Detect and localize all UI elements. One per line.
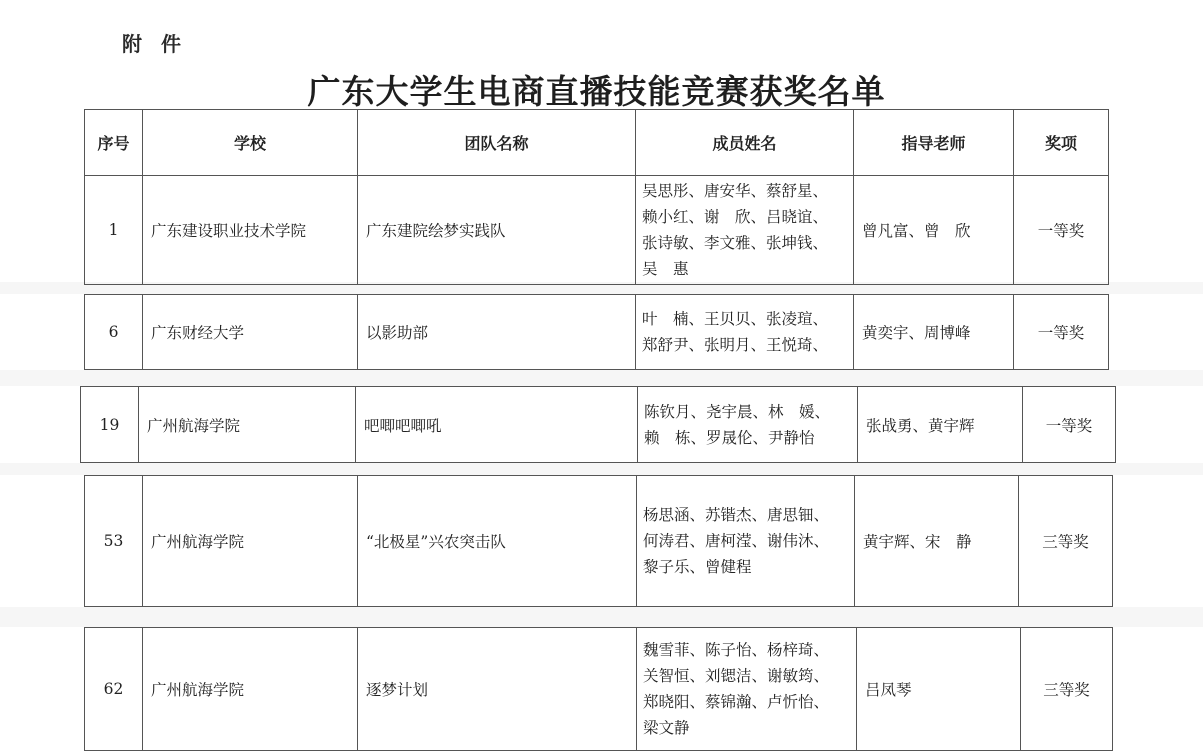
- cell-advisor: 曾凡富、曾 欣: [854, 176, 1014, 285]
- table-row: [85, 295, 1109, 370]
- member-line: 张诗敏、李文雅、张坤钱、: [642, 234, 829, 252]
- member-line: 郑舒尹、张明月、王悦琦、: [642, 336, 829, 354]
- member-line: 关智恒、刘锶洁、谢敏筠、: [643, 667, 830, 685]
- member-line: 魏雪菲、陈子怡、杨梓琦、: [643, 641, 830, 659]
- cell-team: 以影助部: [358, 295, 636, 370]
- table-row: [85, 628, 1113, 751]
- col-header-team: 团队名称: [358, 110, 636, 176]
- awards-table-head: [84, 109, 1109, 285]
- cell-advisor: 张战勇、黄宇辉: [858, 387, 1023, 463]
- cell-no: 1: [85, 176, 143, 285]
- cell-no: 19: [81, 387, 139, 463]
- table-row: [85, 476, 1113, 607]
- cell-no: 6: [85, 295, 143, 370]
- attachment-label: 附 件: [122, 32, 187, 56]
- member-line: 赖 栋、罗晟伦、尹静怡: [644, 428, 815, 447]
- cell-no: 62: [85, 628, 143, 751]
- col-header-school: 学校: [143, 110, 358, 176]
- cell-members: [636, 176, 854, 285]
- member-line: 何涛君、唐柯滢、谢伟沐、: [643, 532, 830, 550]
- page-gap: [0, 370, 1203, 386]
- member-line: 杨思涵、苏锴杰、唐思钿、: [643, 506, 830, 524]
- table-header-row: [85, 110, 1109, 176]
- document-title-text: 广东大学生电商直播技能竞赛获奖名单: [307, 72, 886, 111]
- cell-award: 三等奖: [1021, 628, 1113, 751]
- awards-table-part: [84, 475, 1113, 607]
- cell-advisor: 吕凤琴: [857, 628, 1021, 751]
- cell-team: 广东建院绘梦实践队: [358, 176, 636, 285]
- table-segment-4: [84, 475, 1112, 607]
- awards-table-part: [84, 627, 1113, 751]
- cell-award: 一等奖: [1014, 176, 1109, 285]
- cell-school: 广州航海学院: [139, 387, 356, 463]
- table-segment-2: [84, 294, 1108, 370]
- cell-team: 逐梦计划: [358, 628, 637, 751]
- member-line: 梁文静: [643, 719, 690, 737]
- cell-members: [637, 628, 857, 751]
- cell-award: 三等奖: [1019, 476, 1113, 607]
- cell-award: 一等奖: [1023, 387, 1116, 463]
- col-header-award: 奖项: [1014, 110, 1109, 176]
- cell-school: 广东财经大学: [143, 295, 358, 370]
- table-segment-3: [80, 386, 1115, 463]
- cell-advisor: 黄奕宇、周博峰: [854, 295, 1014, 370]
- table-segment-1: [84, 109, 1108, 282]
- col-header-no: 序号: [85, 110, 143, 176]
- cell-school: 广州航海学院: [143, 476, 358, 607]
- cell-team: “北极星”兴农突击队: [358, 476, 637, 607]
- cell-members: [637, 476, 855, 607]
- member-line: 吴 惠: [642, 260, 689, 278]
- cell-no: 53: [85, 476, 143, 607]
- member-line: 赖小红、谢 欣、吕晓谊、: [642, 208, 829, 226]
- col-header-advisor: 指导老师: [854, 110, 1014, 176]
- page-gap: [0, 607, 1203, 627]
- awards-table-part: [80, 386, 1116, 463]
- table-row: [81, 387, 1116, 463]
- cell-school: 广州航海学院: [143, 628, 358, 751]
- page-gap: [0, 463, 1203, 475]
- table-segment-5: [84, 627, 1112, 751]
- member-line: 陈钦月、尧宇晨、林 媛、: [644, 402, 831, 421]
- awards-table-part: [84, 294, 1109, 370]
- cell-members: [636, 295, 854, 370]
- member-line: 郑晓阳、蔡锦瀚、卢忻怡、: [643, 693, 830, 711]
- cell-advisor: 黄宇辉、宋 静: [855, 476, 1019, 607]
- member-line: 黎子乐、曾健程: [643, 558, 752, 576]
- cell-school: 广东建设职业技术学院: [143, 176, 358, 285]
- col-header-members: 成员姓名: [636, 110, 854, 176]
- cell-members: [638, 387, 858, 463]
- member-line: 吴思彤、唐安华、蔡舒星、: [642, 182, 829, 200]
- table-row: [85, 176, 1109, 285]
- cell-award: 一等奖: [1014, 295, 1109, 370]
- cell-team: 吧唧吧唧吼: [356, 387, 638, 463]
- member-line: 叶 楠、王贝贝、张凌瑄、: [642, 310, 829, 328]
- document-title: [0, 66, 1203, 113]
